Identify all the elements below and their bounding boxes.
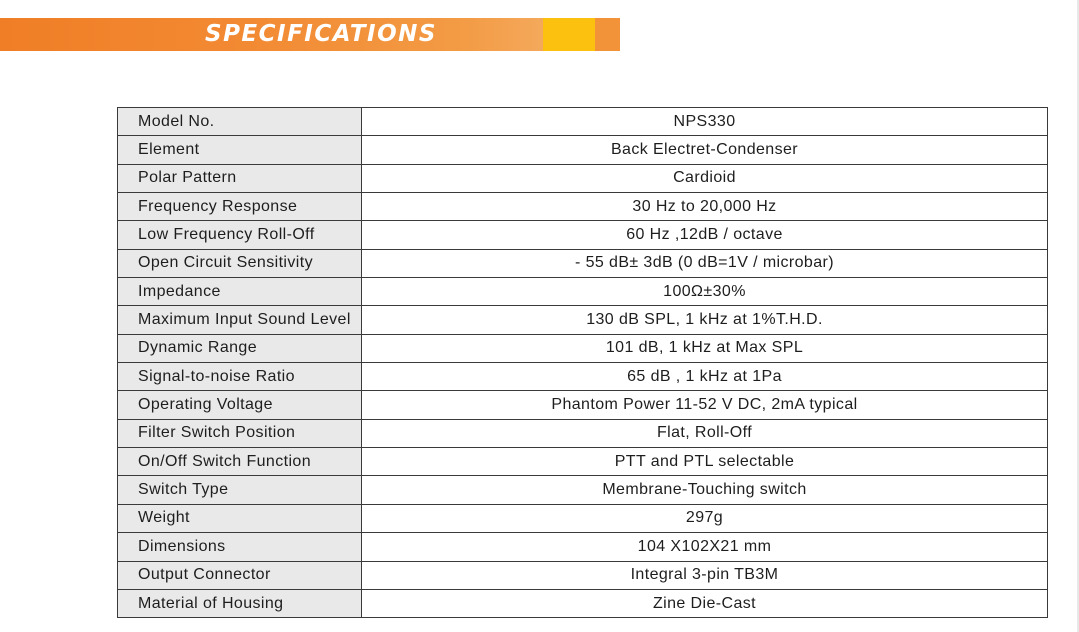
header-accent-yellow: [543, 18, 595, 51]
spec-label: Operating Voltage: [118, 391, 362, 419]
table-row: [118, 448, 1048, 476]
spec-label: Open Circuit Sensitivity: [118, 249, 362, 277]
spec-value: 297g: [362, 504, 1048, 532]
table-row: [118, 561, 1048, 589]
table-row: [118, 136, 1048, 164]
spec-label: Material of Housing: [118, 589, 362, 617]
spec-label: Maximum Input Sound Level: [118, 306, 362, 334]
table-row: [118, 249, 1048, 277]
spec-label: Frequency Response: [118, 193, 362, 221]
specifications-table-body: [118, 108, 1048, 618]
table-row: [118, 589, 1048, 617]
table-row: [118, 419, 1048, 447]
section-header-band: [0, 18, 620, 51]
spec-label: Dimensions: [118, 533, 362, 561]
spec-value: Integral 3-pin TB3M: [362, 561, 1048, 589]
table-row: [118, 108, 1048, 136]
section-title: SPECIFICATIONS: [205, 21, 437, 47]
spec-label: Output Connector: [118, 561, 362, 589]
spec-value: Membrane-Touching switch: [362, 476, 1048, 504]
table-row: [118, 504, 1048, 532]
table-row: [118, 221, 1048, 249]
spec-value: Back Electret-Condenser: [362, 136, 1048, 164]
spec-label: Signal-to-noise Ratio: [118, 363, 362, 391]
spec-label: Low Frequency Roll-Off: [118, 221, 362, 249]
spec-value: Flat, Roll-Off: [362, 419, 1048, 447]
spec-value: Phantom Power 11-52 V DC, 2mA typical: [362, 391, 1048, 419]
spec-value: 60 Hz ,12dB / octave: [362, 221, 1048, 249]
spec-label: Filter Switch Position: [118, 419, 362, 447]
spec-value: Cardioid: [362, 164, 1048, 192]
spec-value: 100Ω±30%: [362, 278, 1048, 306]
table-row: [118, 164, 1048, 192]
specifications-table: [117, 107, 1048, 618]
spec-value: PTT and PTL selectable: [362, 448, 1048, 476]
table-row: [118, 306, 1048, 334]
spec-label: Dynamic Range: [118, 334, 362, 362]
spec-value: 101 dB, 1 kHz at Max SPL: [362, 334, 1048, 362]
spec-value: 30 Hz to 20,000 Hz: [362, 193, 1048, 221]
spec-value: 65 dB , 1 kHz at 1Pa: [362, 363, 1048, 391]
spec-label: Switch Type: [118, 476, 362, 504]
spec-label: On/Off Switch Function: [118, 448, 362, 476]
table-row: [118, 391, 1048, 419]
spec-label: Impedance: [118, 278, 362, 306]
spec-value: 104 X102X21 mm: [362, 533, 1048, 561]
spec-value: - 55 dB± 3dB (0 dB=1V / microbar): [362, 249, 1048, 277]
spec-label: Model No.: [118, 108, 362, 136]
table-row: [118, 363, 1048, 391]
table-row: [118, 278, 1048, 306]
spec-label: Weight: [118, 504, 362, 532]
table-row: [118, 533, 1048, 561]
header-accent-tail: [595, 18, 620, 51]
spec-label: Polar Pattern: [118, 164, 362, 192]
table-row: [118, 476, 1048, 504]
spec-value: NPS330: [362, 108, 1048, 136]
spec-value: Zine Die-Cast: [362, 589, 1048, 617]
table-row: [118, 334, 1048, 362]
spec-value: 130 dB SPL, 1 kHz at 1%T.H.D.: [362, 306, 1048, 334]
spec-label: Element: [118, 136, 362, 164]
table-row: [118, 193, 1048, 221]
